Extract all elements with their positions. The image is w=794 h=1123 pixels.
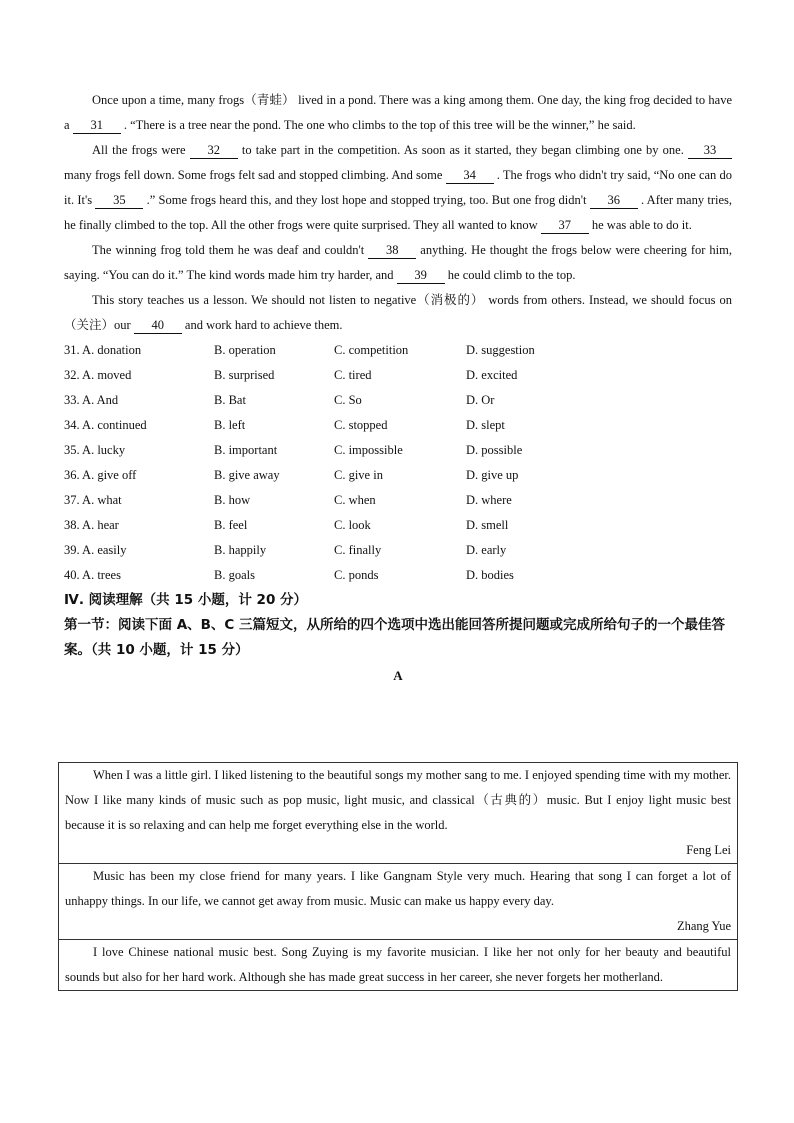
blank-34[interactable]: 34 [446, 167, 494, 184]
cloze-text: Once upon a time, many frogs（青蛙） lived in a pond. There was a king among them. One day, the king frog decided to have a [64, 93, 732, 132]
option-d[interactable]: D. Or [466, 393, 495, 407]
passage-label: A [393, 668, 403, 683]
blank-35[interactable]: 35 [95, 192, 143, 209]
passage-cell [59, 763, 737, 864]
option-d[interactable]: D. possible [466, 443, 523, 457]
option-c[interactable]: C. look [334, 518, 371, 532]
option-a[interactable]: 32. A. moved [64, 368, 132, 382]
blank-32[interactable]: 32 [190, 142, 238, 159]
answer-options [64, 338, 732, 588]
passage-a-table [58, 762, 738, 991]
option-row-32 [64, 363, 732, 388]
passage-text: I love Chinese national music best. Song Zuying is my favorite musician. I like her not only for her beauty and beautiful sounds but also for her hard work. Although she has made great success in her career, she never forgets her motherland. [65, 945, 731, 984]
option-b[interactable]: B. goals [214, 568, 255, 582]
option-d[interactable]: D. smell [466, 518, 509, 532]
cloze-text: anything. He thought the frogs below were cheering for him, saying. “You can do it.” The kind words made him try harder, and [64, 243, 732, 282]
option-c[interactable]: C. ponds [334, 568, 379, 582]
option-row-35 [64, 438, 732, 463]
option-b[interactable]: B. left [214, 418, 246, 432]
option-a[interactable]: 33. A. And [64, 393, 119, 407]
blank-40[interactable]: 40 [134, 317, 182, 334]
passage-text: Music has been my close friend for many years. I like Gangnam Style very much. Hearing that song I can forget a lot of unhappy things. In our life, we cannot get away from music. Music can make us happy every day. [65, 869, 731, 908]
cloze-text: This story teaches us a lesson. We should not listen to negative（消极的） words from others. Instead, we should focus on（关注）our [64, 293, 732, 332]
option-c[interactable]: C. tired [334, 368, 372, 382]
option-row-37 [64, 488, 732, 513]
option-b[interactable]: B. important [214, 443, 278, 457]
option-row-31 [64, 338, 732, 363]
option-b[interactable]: B. feel [214, 518, 248, 532]
cloze-text: .” Some frogs heard this, and they lost hope and stopped trying, too. But one frog didn't [143, 193, 590, 207]
option-c[interactable]: C. competition [334, 343, 409, 357]
author-signature: Feng Lei [686, 843, 731, 857]
cloze-paragraph-2 [64, 138, 732, 238]
option-d[interactable]: D. where [466, 493, 512, 507]
option-c[interactable]: C. stopped [334, 418, 388, 432]
passage-text: When I was a little girl. I liked listening to the beautiful songs my mother sang to me. I enjoyed spending time with my mother. Now I like many kinds of music such as pop music, light music, and classical（古典的）music. But I enjoy light music best because it is so relaxing and can help me forget everything else in the world. [65, 768, 731, 832]
blank-36[interactable]: 36 [590, 192, 638, 209]
cloze-text: he could climb to the top. [444, 268, 576, 282]
option-row-38 [64, 513, 732, 538]
cloze-text: . The frogs who didn't try said, “No one can do it. It's [64, 168, 732, 207]
option-row-40 [64, 563, 732, 588]
cloze-text: All the frogs were [92, 143, 190, 157]
option-d[interactable]: D. early [466, 543, 507, 557]
blank-39[interactable]: 39 [397, 267, 445, 284]
option-a[interactable]: 36. A. give off [64, 468, 137, 482]
cloze-text: . After many tries, he finally climbed to the top. All the other frogs were quite surprised. They all wanted to know [64, 193, 732, 232]
option-d[interactable]: D. suggestion [466, 343, 535, 357]
cloze-text: The winning frog told them he was deaf and couldn't [92, 243, 369, 257]
option-row-34 [64, 413, 732, 438]
option-row-36 [64, 463, 732, 488]
passage-cell [59, 864, 737, 940]
option-b[interactable]: B. Bat [214, 393, 246, 407]
cloze-text: many frogs fell down. Some frogs felt sad and stopped climbing. And some [64, 168, 446, 182]
option-b[interactable]: B. operation [214, 343, 276, 357]
option-d[interactable]: D. give up [466, 468, 519, 482]
document-page [64, 88, 732, 688]
cloze-paragraph-4 [64, 288, 732, 338]
option-a[interactable]: 37. A. what [64, 493, 122, 507]
option-c[interactable]: C. finally [334, 543, 382, 557]
option-d[interactable]: D. bodies [466, 568, 514, 582]
passage-cell [59, 940, 737, 990]
cloze-text: and work hard to achieve them. [181, 318, 343, 332]
option-b[interactable]: B. how [214, 493, 251, 507]
option-d[interactable]: D. excited [466, 368, 518, 382]
option-b[interactable]: B. surprised [214, 368, 275, 382]
option-c[interactable]: C. impossible [334, 443, 403, 457]
option-d[interactable]: D. slept [466, 418, 505, 432]
section-heading: Ⅳ. 阅读理解（共 15 小题，计 20 分） [64, 592, 308, 608]
option-c[interactable]: C. give in [334, 468, 383, 482]
blank-37[interactable]: 37 [541, 217, 589, 234]
option-a[interactable]: 35. A. lucky [64, 443, 126, 457]
blank-33[interactable]: 33 [688, 142, 732, 159]
blank-31[interactable]: 31 [73, 117, 121, 134]
cloze-text: to take part in the competition. As soon as it started, they began climbing one by one. [237, 143, 688, 157]
option-a[interactable]: 38. A. hear [64, 518, 119, 532]
option-c[interactable]: C. So [334, 393, 362, 407]
section-instructions: 第一节：阅读下面 A、B、C 三篇短文，从所给的四个选项中选出能回答所提问题或完成所给句子的一个最佳答案。（共 10 小题，计 15 分） [64, 617, 726, 658]
option-c[interactable]: C. when [334, 493, 376, 507]
option-row-39 [64, 538, 732, 563]
cloze-paragraph-3 [64, 238, 732, 288]
option-a[interactable]: 31. A. donation [64, 343, 142, 357]
cloze-text: . “There is a tree near the pond. The one who climbs to the top of this tree will be the winner,” he said. [120, 118, 636, 132]
cloze-text: he was able to do it. [588, 218, 692, 232]
option-a[interactable]: 40. A. trees [64, 568, 121, 582]
blank-38[interactable]: 38 [368, 242, 416, 259]
option-b[interactable]: B. give away [214, 468, 280, 482]
option-b[interactable]: B. happily [214, 543, 267, 557]
option-row-33 [64, 388, 732, 413]
cloze-paragraph-1 [64, 88, 732, 138]
option-a[interactable]: 34. A. continued [64, 418, 147, 432]
option-a[interactable]: 39. A. easily [64, 543, 127, 557]
author-signature: Zhang Yue [676, 919, 731, 933]
